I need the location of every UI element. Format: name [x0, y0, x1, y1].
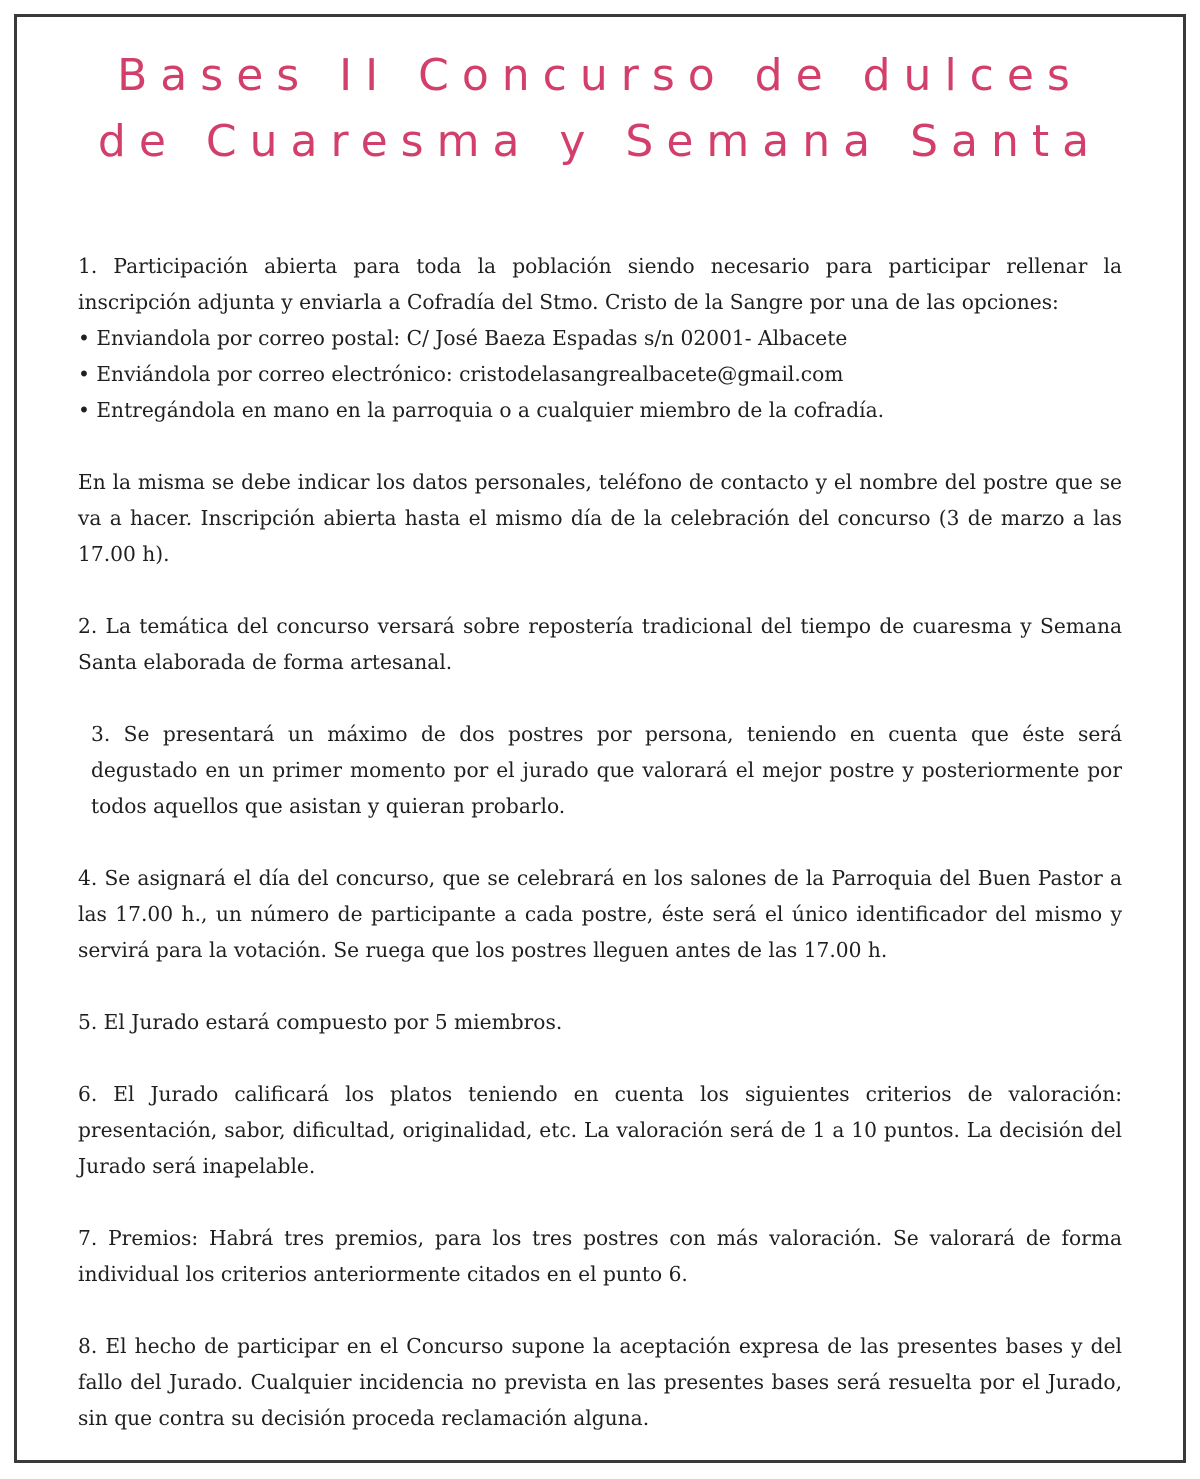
option-hand-delivery: • Entregándola en mano en la parroquia o a cualquier miembro de la cofradía.	[78, 398, 885, 422]
title-line-2: de Cuaresma y Semana Santa	[97, 116, 1103, 167]
spacer	[78, 680, 1122, 716]
spacer	[78, 968, 1122, 1004]
rule-8: 8. El hecho de participar en el Concurso supone la aceptación expresa de las presentes bases y del fallo del Jurado. Cualquier incidencia no prevista en las presentes bases será resuelta por el Jurado, sin que contra su decisión proceda reclamación alguna.	[78, 1334, 1122, 1430]
rule-2: 2. La temática del concurso versará sobre repostería tradicional del tiempo de cuaresma y Semana Santa elaborada de forma artesanal.	[78, 614, 1122, 674]
rules-body	[78, 248, 1122, 1436]
rule-6: 6. El Jurado calificará los platos teniendo en cuenta los siguientes criterios de valoración: presentación, sabor, dificultad, originalidad, etc. La valoración será de 1 a 10 puntos. La decisión del Jurado será inapelable.	[78, 1082, 1122, 1178]
spacer	[78, 1292, 1122, 1328]
spacer	[78, 824, 1122, 860]
rule-1-details: En la misma se debe indicar los datos personales, teléfono de contacto y el nombre del postre que se va a hacer. Inscripción abierta hasta el mismo día de la celebración del concurso (3 de marzo a las 17.00 h).	[78, 470, 1122, 566]
rule-7: 7. Premios: Habrá tres premios, para los tres postres con más valoración. Se valorará de forma individual los criterios anteriormente citados en el punto 6.	[78, 1226, 1122, 1286]
spacer	[78, 1040, 1122, 1076]
rule-3: 3. Se presentará un máximo de dos postres por persona, teniendo en cuenta que éste será degustado en un primer momento por el jurado que valorará el mejor postre y posteriormente por todos aquellos que asistan y quieran probarlo.	[91, 722, 1122, 818]
title-line-1: Bases II Concurso de dulces	[117, 50, 1083, 101]
spacer	[78, 572, 1122, 608]
option-postal: • Enviandola por correo postal: C/ José Baeza Espadas s/n 02001- Albacete	[78, 326, 848, 350]
spacer	[78, 428, 1122, 464]
rule-5: 5. El Jurado estará compuesto por 5 miembros.	[78, 1010, 563, 1034]
option-email: • Enviándola por correo electrónico: cristodelasangrealbacete@gmail.com	[78, 362, 844, 386]
rule-1: 1. Participación abierta para toda la población siendo necesario para participar rellenar la inscripción adjunta y enviarla a Cofradía del Stmo. Cristo de la Sangre por una de las opciones:	[78, 254, 1122, 314]
rule-4: 4. Se asignará el día del concurso, que se celebrará en los salones de la Parroquia del Buen Pastor a las 17.00 h., un número de participante a cada postre, éste será el único identificador del mismo y servirá para la votación. Se ruega que los postres lleguen antes de las 17.00 h.	[78, 866, 1122, 962]
spacer	[78, 1184, 1122, 1220]
